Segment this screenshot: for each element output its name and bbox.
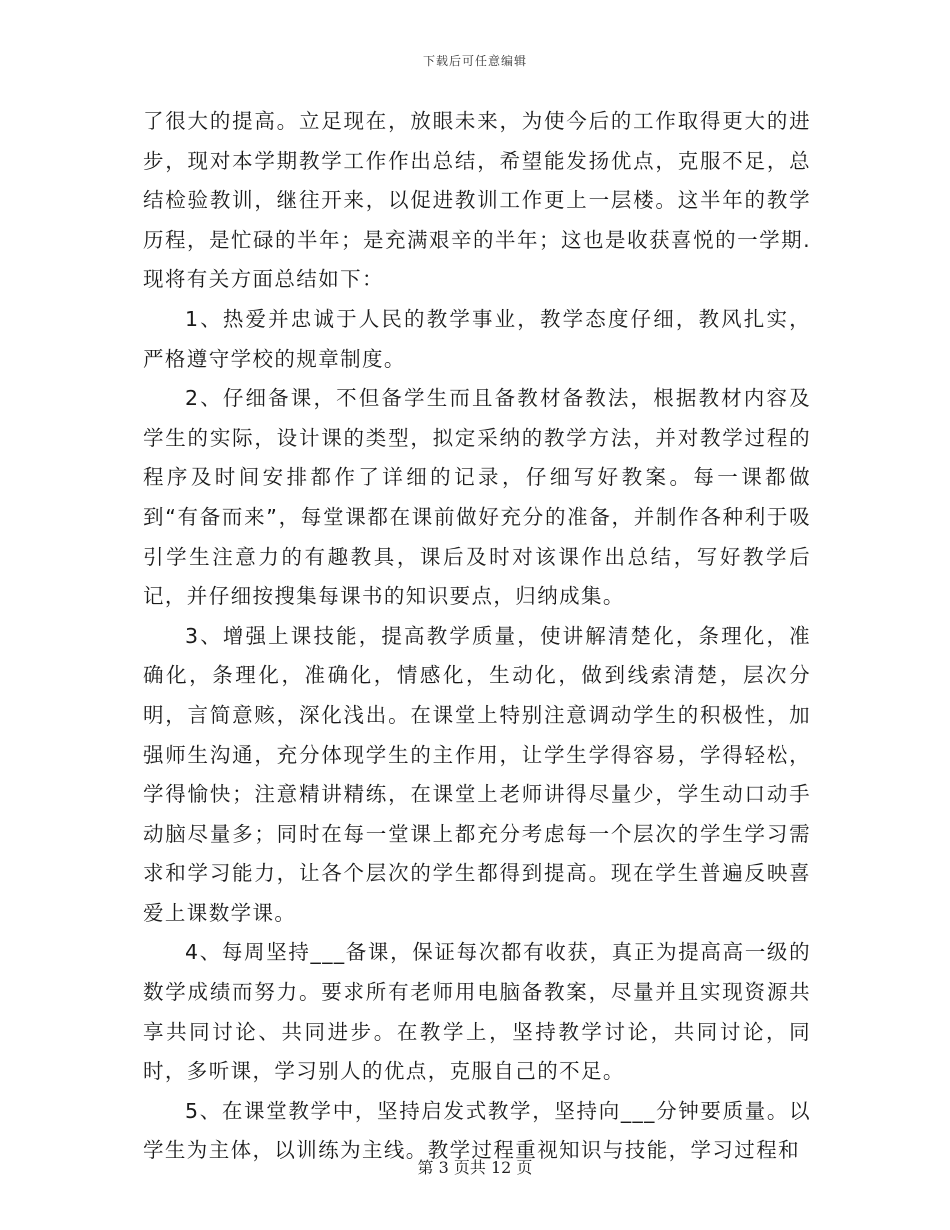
paragraph-item-5: 5、在课堂教学中，坚持启发式教学，坚持向___分钟要质量。以学生为主体，以训练为主线。教学过程重视知识与技能，学习过程和 [143,1098,811,1163]
paragraph-intro: 了很大的提高。立足现在，放眼未来，为使今后的工作取得更大的进步，现对本学期教学工作作出总结，希望能发扬优点，克服不足，总结检验教训，继往开来，以促进教训工作更上一层楼。这半年的教学历程，是忙碌的半年；是充满艰辛的半年；这也是收获喜悦的一学期.现将有关方面总结如下： [143,109,811,292]
page-header: 下载后可任意编辑 [422,54,527,68]
paragraph-item-4: 4、每周坚持___备课，保证每次都有收获，真正为提高高一级的数学成绩而努力。要求所有老师用电脑备教案，尽量并且实现资源共享共同讨论、共同进步。在教学上，坚持教学讨论，共同讨论，同时，多听课，学习别人的优点，克服自己的不足。 [143,940,811,1084]
paragraph-item-1: 1、热爱并忠诚于人民的教学事业，教学态度仔细，教风扎实，严格遵守学校的规章制度。 [143,306,811,371]
document-body [143,102,811,1171]
paragraph-item-2: 2、仔细备课，不但备学生而且备教材备教法，根据教材内容及学生的实际，设计课的类型，拟定采纳的教学方法，并对教学过程的程序及时间安排都作了详细的记录，仔细写好教案。每一课都做到“有备而来”，每堂课都在课前做好充分的准备，并制作各种利于吸引学生注意力的有趣教具，课后及时对该课作出总结，写好教学后记，并仔细按搜集每课书的知识要点，归纳成集。 [143,386,811,609]
page-footer: 第 3 页共 12 页 [417,1158,533,1177]
paragraph-item-3: 3、增强上课技能，提高教学质量，使讲解清楚化，条理化，准确化，条理化，准确化，情感化，生动化，做到线索清楚，层次分明，言简意赅，深化浅出。在课堂上特别注意调动学生的积极性，加强师生沟通，充分体现学生的主作用，让学生学得容易，学得轻松，学得愉快；注意精讲精练，在课堂上老师讲得尽量少，学生动口动手动脑尽量多；同时在每一堂课上都充分考虑每一个层次的学生学习需求和学习能力，让各个层次的学生都得到提高。现在学生普遍反映喜爱上课数学课。 [143,623,811,925]
